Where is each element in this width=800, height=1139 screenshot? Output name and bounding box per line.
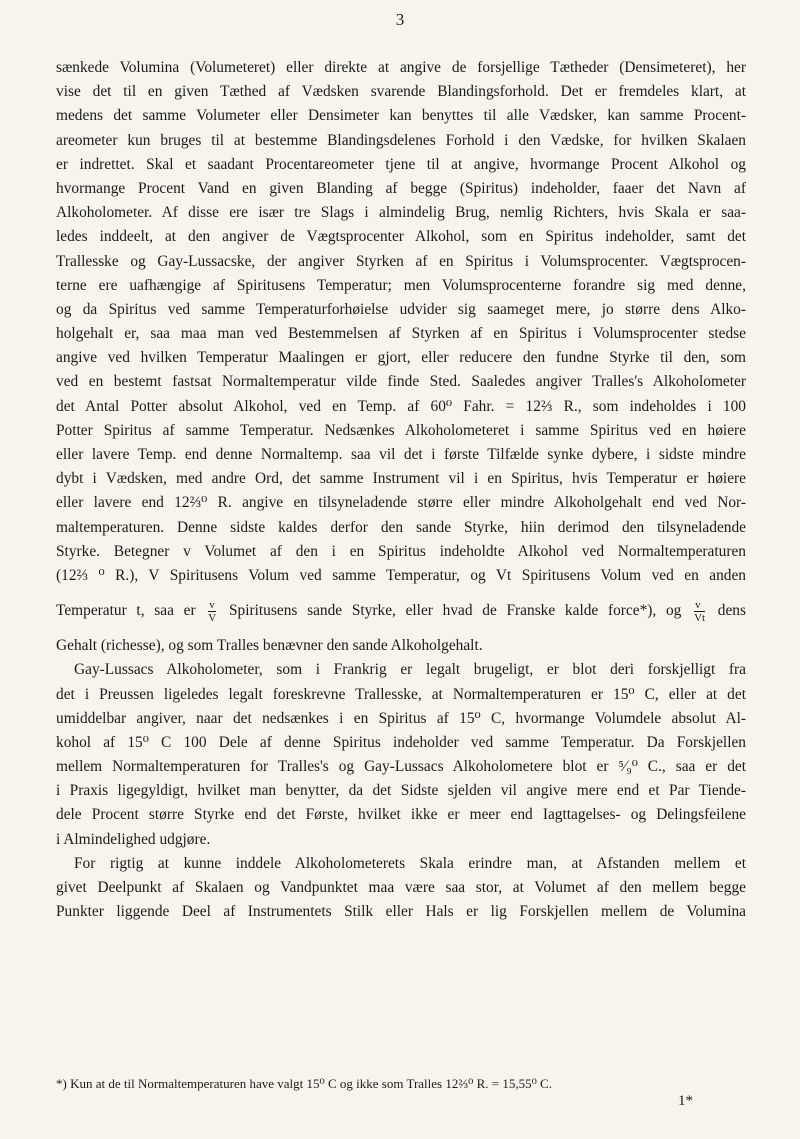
text-line: (12⅔ ⁰ R.), V Spiritusens Volum ved samme Temperatur, og Vt Spiritusens Volum ved en anden [56, 566, 746, 584]
text-line: og da Spiritus ved samme Temperaturforhøielse udvider sig saameget mere, jo større dens Alko- [56, 300, 746, 318]
text-line: Trallesske og Gay-Lussacske, der angiver Styrken af en Spiritus i Volumsprocenter. Vægtsprocen- [56, 252, 746, 270]
text-line: eller lavere Temp. end denne Normaltemp. saa vil det i første Tilfælde synke dybere, i sidste mindre [56, 446, 746, 463]
text-line: kohol af 15⁰ C 100 Dele af denne Spiritus indeholder ved samme Temperatur. Da Forskjellen [56, 733, 746, 751]
signature-mark: 1* [678, 1093, 693, 1109]
text-line: medens det samme Volumeter eller Densimeter kan benyttes til alle Vædsker, kan samme Procent- [56, 107, 746, 125]
text-line: Styrke. Betegner v Volumet af den i en Spiritus indeholdte Alkohol ved Normaltemperaturen [56, 542, 746, 560]
text-line: mellem Normaltemperaturen for Tralles's og Gay-Lussacs Alkoholometere blot er ⁵⁄₉⁰ C., saa er det [56, 758, 746, 776]
text-line: ledes inddeelt, at den angiver de Vægtsprocenter Alkohol, som en Spiritus indeholder, samt det [56, 228, 746, 246]
text-line: Gehalt (richesse), og som Tralles benævner den sande Alkoholgehalt. [56, 637, 483, 655]
fraction-true-strength [208, 599, 216, 624]
text-line: er indrettet. Skal et saadant Procentareometer tjene til at angive, hvormange Procent Alkohol og [56, 155, 746, 173]
footnote: *) Kun at de til Normaltemperaturen have valgt 15⁰ C og ikke som Tralles 12⅔⁰ R. = 15,55⁰ C. [56, 1076, 552, 1091]
text-line: holgehalt er, saa maa man ved Bestemmelsen af Styrken af en Spiritus i Volumsprocenter stedse [56, 325, 746, 343]
body-text [56, 56, 746, 924]
fraction-numerator: v [209, 599, 215, 612]
text-line: givet Deelpunkt af Skalaen og Vandpunktet maa være saa stor, at Volumet af den mellem begge [56, 879, 746, 896]
text-line: Punkter liggende Deel af Instrumentets Stilk eller Hals er lig Forskjellen mellem de Volumina [56, 903, 746, 921]
text-line: dybt i Vædsken, med andre Ord, det samme Instrument vil i en Spiritus, hvis Temperatur er høiere [56, 470, 746, 488]
text-line: Gay-Lussacs Alkoholometer, som i Frankrig er legalt brugeligt, er blot deri forskjelligt fra [74, 661, 746, 679]
text-line: i Almindelighed udgjøre. [56, 830, 211, 848]
text-line: eller lavere end 12⅔⁰ R. angive en tilsyneladende større eller mindre Alkoholgehalt end ved Nor- [56, 494, 746, 512]
text-line: vise det til en given Tæthed af Vædsken svarende Blandingsforhold. Det er fremdeles klart, at [56, 83, 746, 101]
page-number: 3 [395, 10, 405, 29]
text-line: For rigtig at kunne inddele Alkoholometerets Skala erindre man, at Afstanden mellem et [74, 854, 746, 872]
text-line: Potter Spiritus af samme Temperatur. Nedsænkes Alkoholometeret i samme Spiritus ved en høiere [56, 421, 746, 439]
text-line: hvormange Procent Vand en given Blanding af begge (Spiritus) indeholder, faaer det Navn af [56, 179, 746, 197]
text-line: det Antal Potter absolut Alkohol, ved en Temp. af 60⁰ Fahr. = 12⅔ R., som indeholdes i 100 [56, 397, 746, 415]
text-line: Alkoholometer. Af disse ere især tre Slags i almindelig Brug, nemlig Richters, hvis Skala er saa- [56, 204, 746, 222]
text-line: umiddelbar angiver, naar det nedsænkes i en Spiritus af 15⁰ C, hvormange Volumdele absolut Al- [56, 709, 746, 727]
text-line: terne ere uafhængige af Spiritusens Temperatur; men Volumsprocenterne forandre sig med denne, [56, 276, 746, 294]
formula-line [56, 588, 746, 634]
fraction-denominator: V [208, 612, 217, 625]
text-line: angive ved hvilken Temperatur Maalingen er gjort, eller reducere den fundne Styrke til den, som [56, 349, 746, 367]
fraction-denominator: Vt [694, 612, 706, 625]
text-line: i Praxis ligegyldigt, hvilket man benytter, da det Sidste sjelden vil angive mere end et Par Tiende- [56, 782, 746, 800]
text-line: det i Preussen ligeledes legalt foreskrevne Trallesske, at Normaltemperaturen er 15⁰ C, eller at det [56, 685, 746, 703]
text-line: maltemperaturen. Denne sidste kaldes derfor den sande Styrke, hiin derimod den tilsyneladende [56, 518, 746, 536]
fraction-content [694, 599, 705, 624]
text-line: dele Procent større Styrke end det Første, hvilket ikke er meer end Iagttagelses- og Delingsfeilene [56, 806, 746, 824]
text-line: ved en bestemt fastsat Normaltemperatur vilde finde Sted. Saaledes angiver Tralles's Alkoholometer [56, 373, 746, 391]
text-line: sænkede Volumina (Volumeteret) eller direkte at angive de forsjellige Tætheder (Densimeteret), her [56, 59, 746, 76]
text-line: areometer kun bruges til at bestemme Blandingsdelenes Forhold i den Vædske, for hvilken Skalaen [56, 131, 746, 149]
formula-text: Spiritusens sande Styrke, eller hvad de Franske kalde force*), og [228, 602, 682, 620]
formula-text: Temperatur t, saa er [56, 602, 196, 620]
fraction-numerator: v [694, 599, 705, 612]
formula-text: dens [717, 602, 746, 620]
